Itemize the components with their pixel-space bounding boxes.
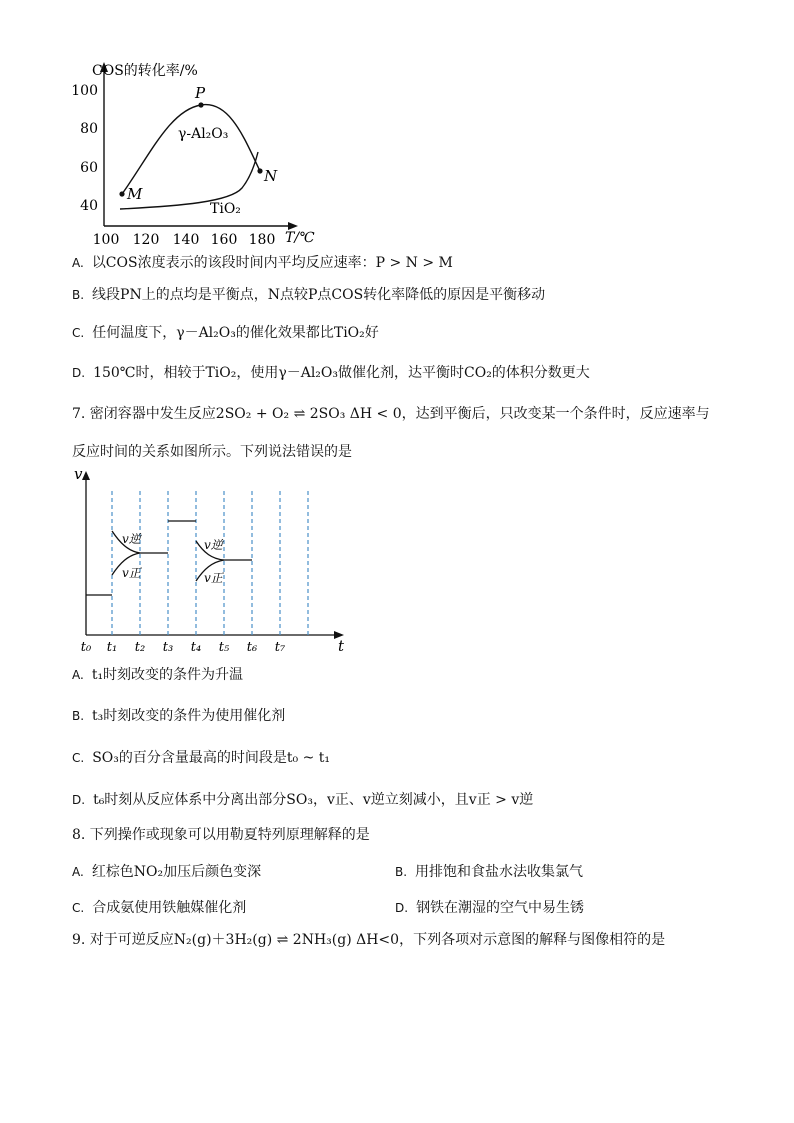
figure-rate-time xyxy=(72,465,362,660)
option-letter: B. xyxy=(395,865,408,879)
y-axis-arrow xyxy=(82,471,90,480)
option-letter: D. xyxy=(72,366,86,380)
label-v-rev-1: v逆 xyxy=(122,532,141,546)
y-tick: 100 xyxy=(71,83,98,99)
x-axis-label: t xyxy=(338,637,345,655)
option-text: 以COS浓度表示的该段时间内平均反应速率：P > N > M xyxy=(91,255,453,271)
label-v-fwd-1: v正 xyxy=(122,566,141,580)
tick-t3: t₃ xyxy=(162,640,174,655)
tick-t0: t₀ xyxy=(80,640,92,655)
label-v-fwd-2: v正 xyxy=(204,571,223,585)
tick-t7: t₇ xyxy=(274,640,286,655)
label-n: N xyxy=(264,167,278,185)
y-axis-label: v xyxy=(74,465,83,483)
q6-option-a xyxy=(72,253,453,273)
tick-t5: t₅ xyxy=(218,640,230,655)
option-text: t₁时刻改变的条件为升温 xyxy=(91,667,244,683)
q6-option-b xyxy=(72,285,545,305)
q7-option-a xyxy=(72,665,243,685)
option-text: 合成氨使用铁触媒催化剂 xyxy=(92,900,247,916)
option-letter: C. xyxy=(72,901,85,915)
curve-gamma-al2o3 xyxy=(122,105,260,194)
y-tick: 60 xyxy=(80,160,98,176)
option-letter: A. xyxy=(72,256,84,270)
q8-option-c xyxy=(72,898,246,918)
option-text: 红棕色NO₂加压后颜色变深 xyxy=(91,864,262,880)
option-letter: B. xyxy=(72,288,85,302)
option-text: 用排饱和食盐水法收集氯气 xyxy=(415,864,584,880)
q8-option-b xyxy=(395,862,583,882)
option-text: SO₃的百分含量最高的时间段是t₀ ~ t₁ xyxy=(92,750,330,766)
tick-t6: t₆ xyxy=(246,640,258,655)
x-axis-arrow xyxy=(288,222,298,230)
option-letter: D. xyxy=(395,901,409,915)
q6-option-c xyxy=(72,323,379,343)
label-v-rev-2: v逆 xyxy=(204,538,223,552)
q8-option-d xyxy=(395,898,584,918)
option-letter: D. xyxy=(72,793,86,807)
q7-option-c xyxy=(72,748,330,768)
label-p: P xyxy=(195,84,206,102)
option-letter: C. xyxy=(72,326,85,340)
option-text: 150℃时，相较于TiO₂，使用γ－Al₂O₃做催化剂，达平衡时CO₂的体积分数更大 xyxy=(93,365,590,381)
option-text: 线段PN上的点均是平衡点，N点较P点COS转化率降低的原因是平衡移动 xyxy=(92,287,546,303)
y-axis-label: COS的转化率/% xyxy=(92,63,198,79)
tick-t4: t₄ xyxy=(190,640,202,655)
tick-t2: t₂ xyxy=(134,640,146,655)
option-text: t₆时刻从反应体系中分离出部分SO₃，v正、v逆立刻减小，且v正 > v逆 xyxy=(93,792,534,808)
x-tick: 160 xyxy=(210,232,238,248)
q7-option-d xyxy=(72,790,533,810)
option-text: t₃时刻改变的条件为使用催化剂 xyxy=(92,708,286,724)
q6-option-d xyxy=(72,363,590,383)
q9-stem: 9. 对于可逆反应N₂(g)＋3H₂(g) ⇌ 2NH₃(g) ΔH<0，下列各项对示意图的解释与图像相符的是 xyxy=(72,932,666,948)
option-letter: A. xyxy=(72,865,84,879)
figure-cos-conversion xyxy=(70,60,330,250)
label-tio2: TiO₂ xyxy=(210,201,241,217)
y-tick: 40 xyxy=(80,198,98,214)
q7-stem-line2: 反应时间的关系如图所示。下列说法错误的是 xyxy=(72,444,352,460)
x-tick: 180 xyxy=(248,232,276,248)
tick-t1: t₁ xyxy=(106,640,118,655)
option-text: 钢铁在潮湿的空气中易生锈 xyxy=(416,900,585,916)
label-gamma: γ-Al₂O₃ xyxy=(178,126,229,142)
point-m xyxy=(119,191,124,196)
q7-option-b xyxy=(72,706,285,726)
label-m: M xyxy=(127,185,143,203)
option-letter: A. xyxy=(72,668,84,682)
x-tick: 120 xyxy=(132,232,160,248)
y-tick: 80 xyxy=(80,121,98,137)
q8-stem: 8. 下列操作或现象可以用勒夏特列原理解释的是 xyxy=(72,827,370,843)
x-axis-label: T/℃ xyxy=(285,230,315,246)
point-n xyxy=(257,168,262,173)
point-p xyxy=(198,102,203,107)
x-tick: 100 xyxy=(92,232,120,248)
option-letter: C. xyxy=(72,751,85,765)
option-text: 任何温度下，γ－Al₂O₃的催化效果都比TiO₂好 xyxy=(92,325,379,341)
q7-stem-line1: 7. 密闭容器中发生反应2SO₂ + O₂ ⇌ 2SO₃ ΔH < 0，达到平衡后，只改变某一个条件时，反应速率与 xyxy=(72,406,710,422)
q8-option-a xyxy=(72,862,261,882)
x-tick: 140 xyxy=(172,232,200,248)
option-letter: B. xyxy=(72,709,85,723)
